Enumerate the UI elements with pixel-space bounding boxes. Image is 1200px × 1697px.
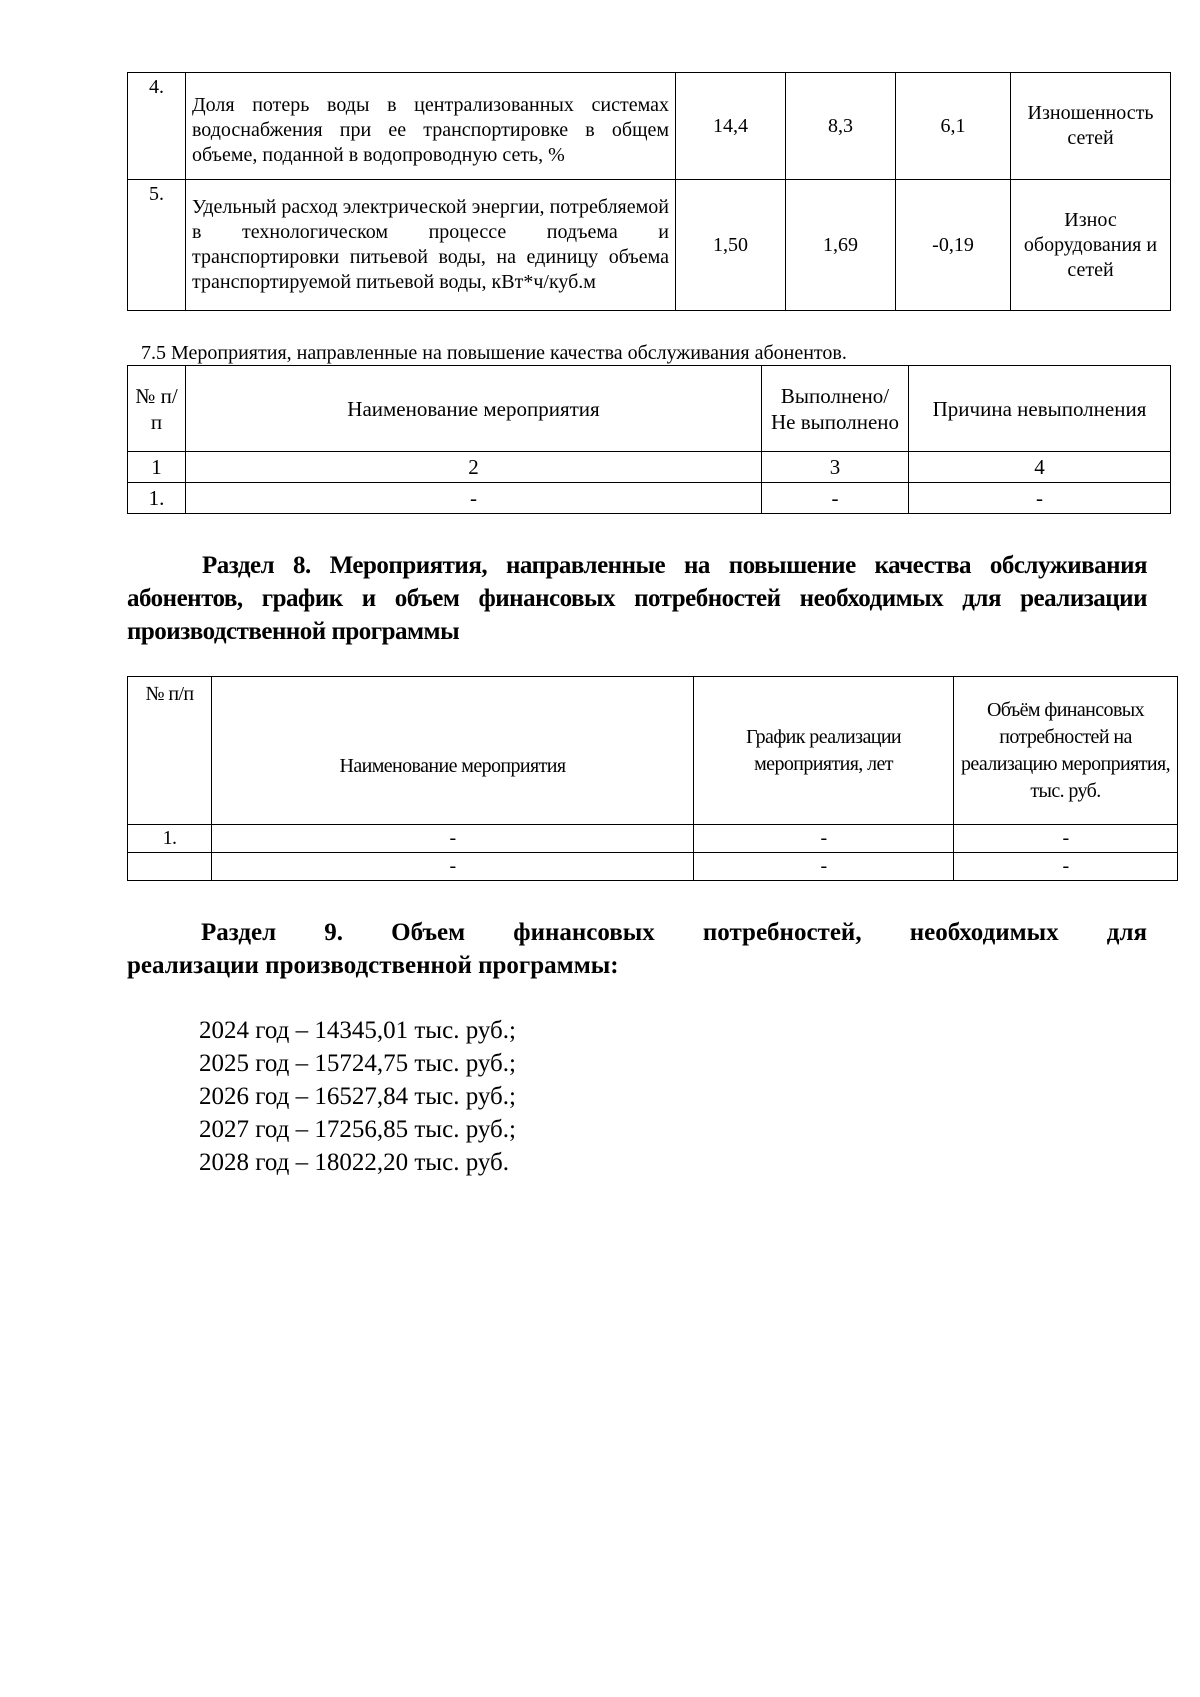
header-name: Наименование мероприятия	[186, 366, 762, 452]
row-number	[128, 853, 212, 881]
indicator-name: Доля потерь воды в централизованных системах водоснабжения при ее транспортировке в общем объеме, поданной в водопроводную сеть, %	[186, 73, 676, 180]
header-volume: Объём финансовых потребностей на реализацию мероприятия, тыс. руб.	[954, 677, 1178, 825]
column-number-row	[128, 452, 1171, 483]
header-num: № п/п	[128, 677, 212, 825]
measure-reason: -	[909, 483, 1171, 514]
col-number: 4	[909, 452, 1171, 483]
row-number: 1.	[128, 483, 186, 514]
section-9-title-line: реализации производственной программы:	[127, 952, 619, 979]
indicator-name: Удельный расход электрической энергии, потребляемой в технологическом процессе подъема и транспортировки питьевой воды, на единицу объема транспортируемой питьевой воды, кВт*ч/куб.м	[186, 180, 676, 311]
section-8-title-line: Раздел 8. Мероприятия, направленные на повышение качества обслуживания	[202, 552, 1147, 579]
table-row	[128, 73, 1171, 180]
row-number: 4.	[128, 73, 186, 180]
measure-name: -	[212, 853, 694, 881]
row-number: 1.	[128, 825, 212, 853]
measure-volume: -	[954, 853, 1178, 881]
financing-item: 2025 год – 15724,75 тыс. руб.;	[199, 1050, 516, 1077]
measure-name: -	[212, 825, 694, 853]
table-row	[128, 825, 1178, 853]
section-8-title-line: абонентов, график и объем финансовых потребностей необходимых для реализации	[127, 585, 1147, 612]
indicator-value-2: 8,3	[786, 73, 896, 180]
indicator-reason: Изношенность сетей	[1011, 73, 1171, 180]
financing-item: 2028 год – 18022,20 тыс. руб.	[199, 1149, 510, 1176]
table-header-row	[128, 366, 1171, 452]
table-header-row	[128, 677, 1178, 825]
indicator-value-3: -0,19	[896, 180, 1011, 311]
measure-name: -	[186, 483, 762, 514]
measure-volume: -	[954, 825, 1178, 853]
header-num: № п/п	[128, 366, 186, 452]
section-8-title	[127, 549, 1147, 648]
header-name: Наименование мероприятия	[212, 677, 694, 825]
header-schedule: График реализации мероприятия, лет	[694, 677, 954, 825]
measure-done: -	[762, 483, 909, 514]
row-number: 5.	[128, 180, 186, 311]
section-9-title-line: Раздел 9. Объем финансовых потребностей, необходимых для	[201, 919, 1147, 946]
col-number: 2	[186, 452, 762, 483]
section-9-title	[127, 916, 1147, 982]
header-done: Выполнено/ Не выполнено	[762, 366, 909, 452]
col-number: 1	[128, 452, 186, 483]
header-reason: Причина невыполнения	[909, 366, 1171, 452]
financing-item: 2026 год – 16527,84 тыс. руб.;	[199, 1083, 516, 1110]
measures-7-5-table	[127, 365, 1171, 514]
measure-schedule: -	[694, 853, 954, 881]
table-row	[128, 483, 1171, 514]
financing-list	[199, 1014, 516, 1179]
indicator-value-3: 6,1	[896, 73, 1011, 180]
indicators-table	[127, 72, 1171, 311]
indicator-reason: Износ оборудования и сетей	[1011, 180, 1171, 311]
indicator-value-1: 14,4	[676, 73, 786, 180]
table-row	[128, 853, 1178, 881]
indicator-value-2: 1,69	[786, 180, 896, 311]
financing-item: 2024 год – 14345,01 тыс. руб.;	[199, 1017, 516, 1044]
section-8-title-line: производственной программы	[127, 618, 460, 645]
financing-item: 2027 год – 17256,85 тыс. руб.;	[199, 1116, 516, 1143]
indicator-value-1: 1,50	[676, 180, 786, 311]
section-7-5-caption: 7.5 Мероприятия, направленные на повышение качества обслуживания абонентов.	[141, 342, 847, 364]
table-row	[128, 180, 1171, 311]
col-number: 3	[762, 452, 909, 483]
section-8-table	[127, 676, 1178, 881]
measure-schedule: -	[694, 825, 954, 853]
